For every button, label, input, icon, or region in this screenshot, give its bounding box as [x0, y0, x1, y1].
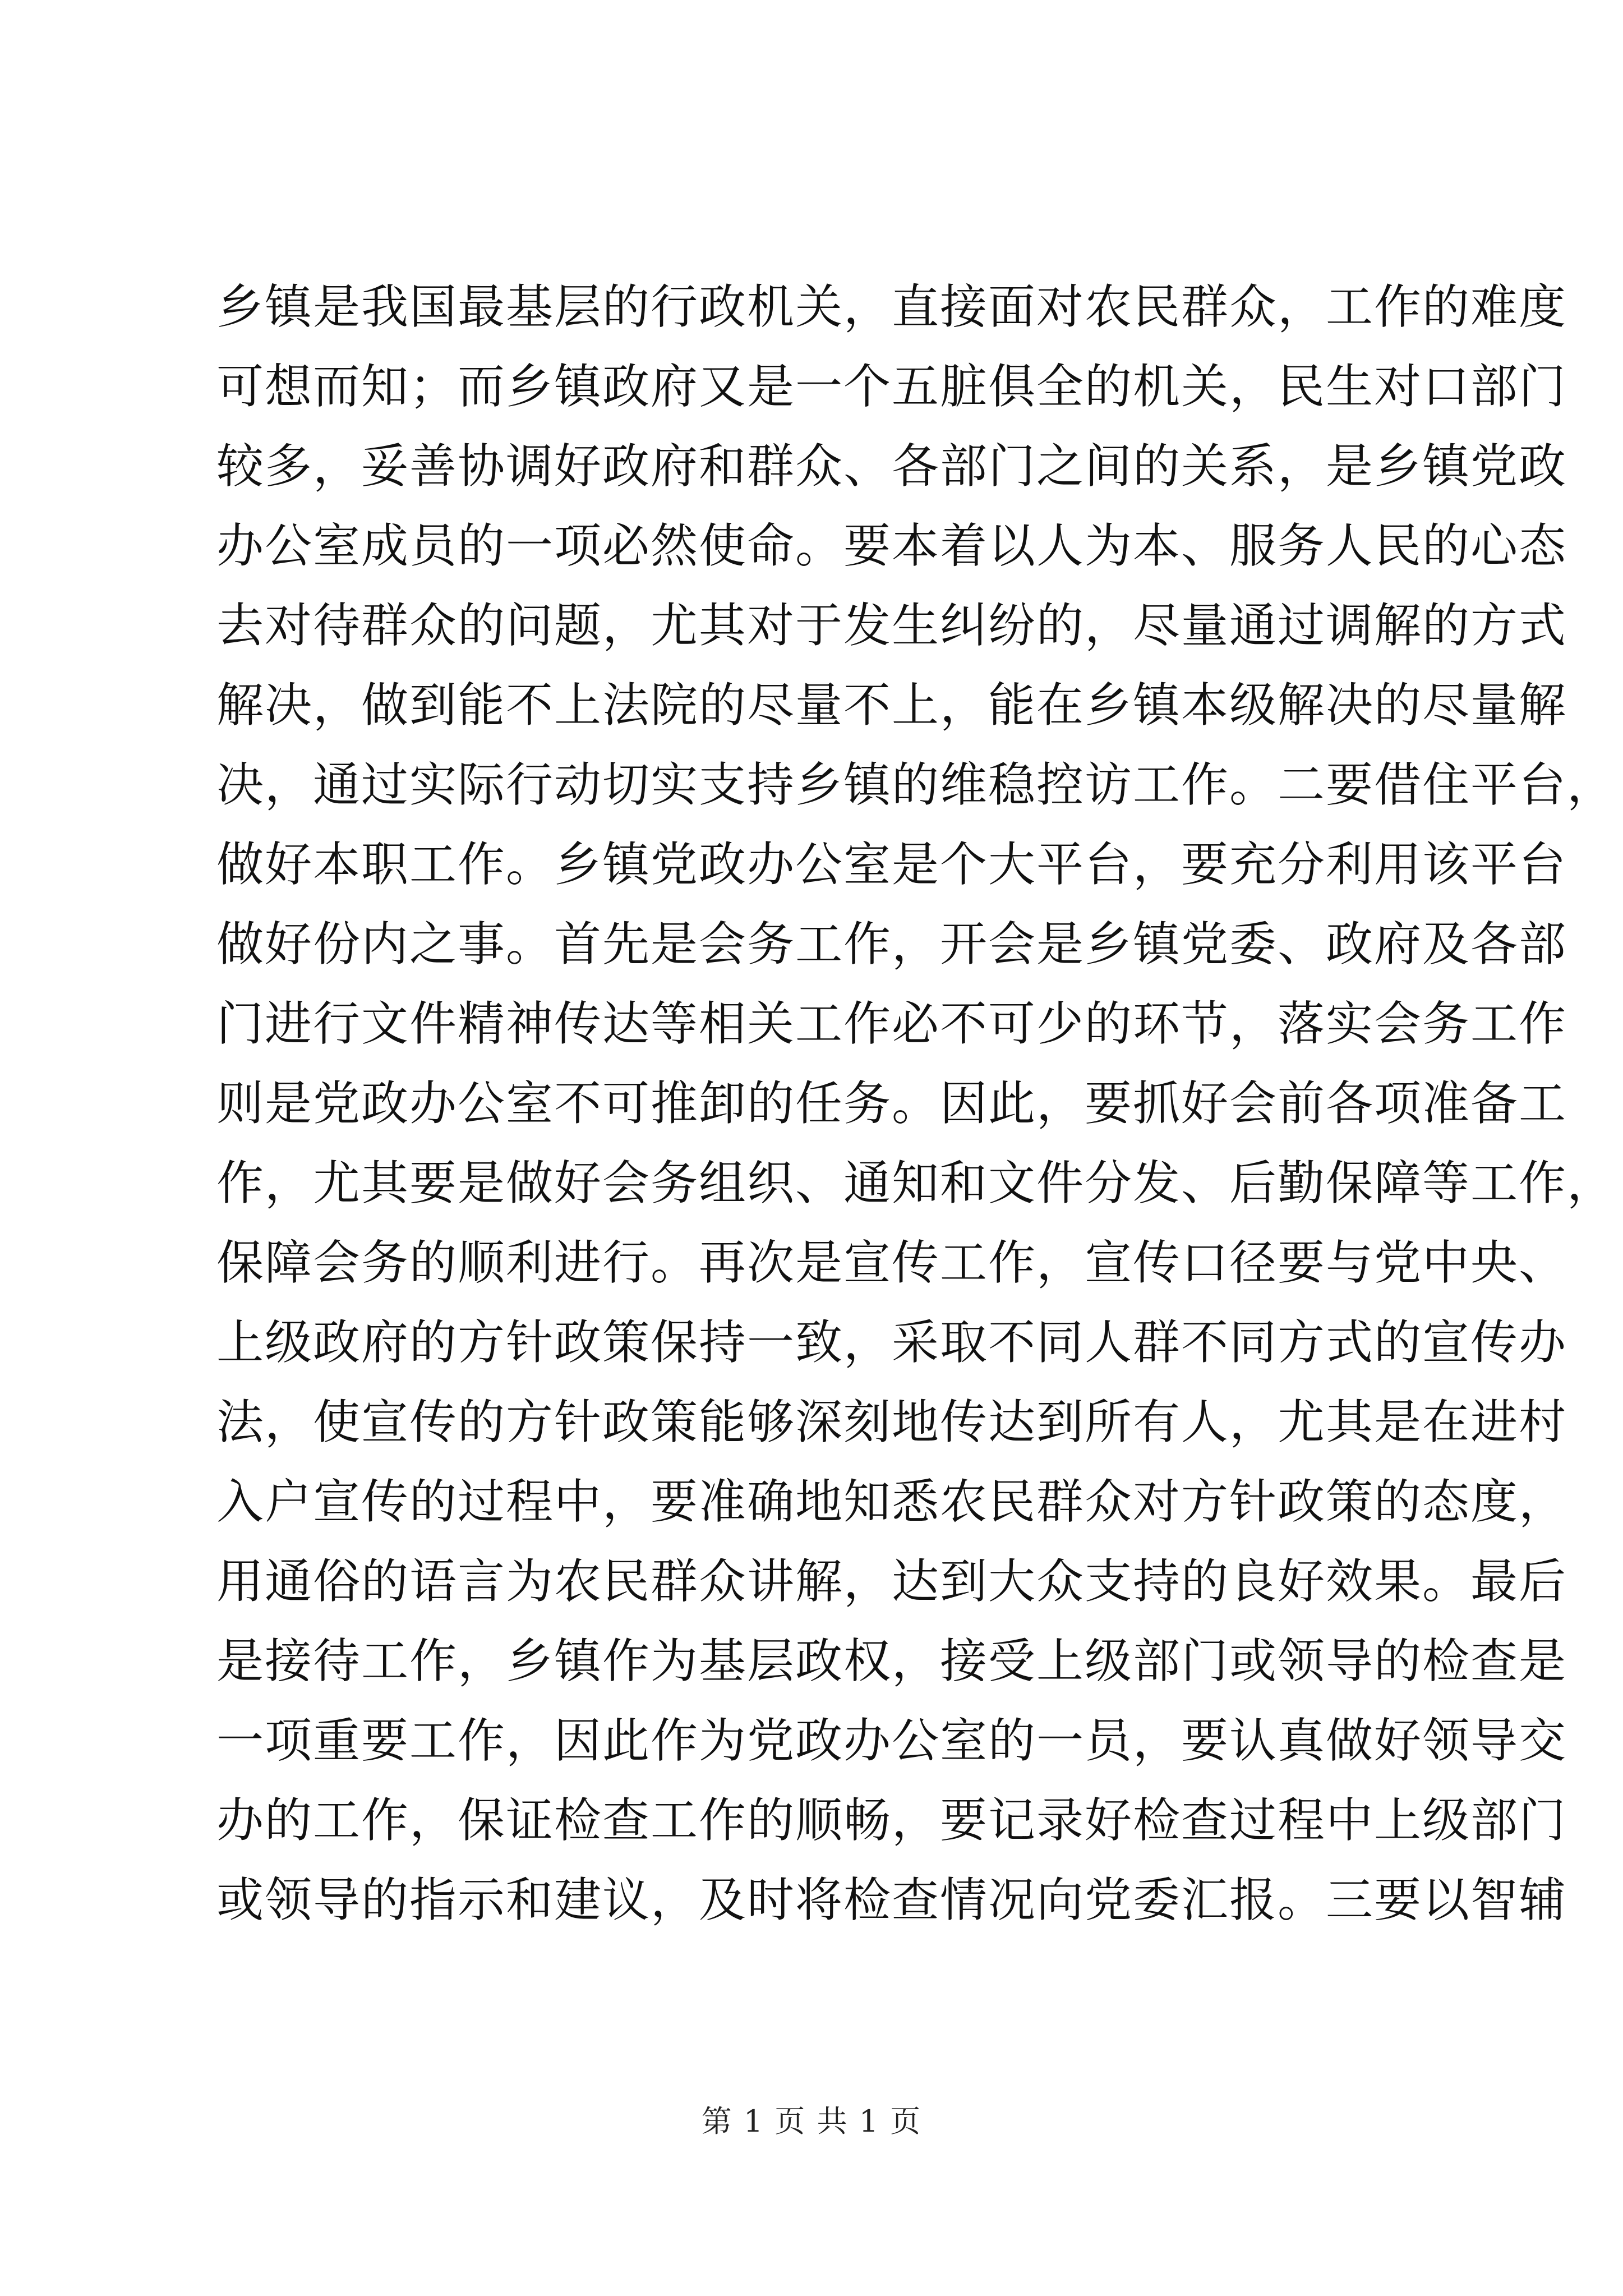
- text-line: 去对待群众的问题，尤其对于发生纠纷的，尽量通过调解的方式: [216, 598, 1567, 653]
- text-line: 可想而知；而乡镇政府又是一个五脏俱全的机关，民生对口部门: [216, 359, 1567, 414]
- page-number-label: 第 1 页 共 1 页: [701, 2104, 922, 2139]
- text-line: 做好本职工作。乡镇党政办公室是个大平台，要充分利用该平台: [216, 837, 1567, 892]
- text-line: 办公室成员的一项必然使命。要本着以人为本、服务人民的心态: [216, 518, 1567, 573]
- text-line: 则是党政办公室不可推卸的任务。因此，要抓好会前各项准备工: [216, 1076, 1567, 1131]
- text-line: 办的工作，保证检查工作的顺畅，要记录好检查过程中上级部门: [216, 1793, 1567, 1848]
- text-line: 上级政府的方针政策保持一致，采取不同人群不同方式的宣传办: [216, 1315, 1567, 1370]
- text-line: 门进行文件精神传达等相关工作必不可少的环节，落实会务工作: [216, 996, 1567, 1051]
- text-line: 入户宣传的过程中，要准确地知悉农民群众对方针政策的态度，: [216, 1474, 1567, 1529]
- text-line: 较多，妥善协调好政府和群众、各部门之间的关系，是乡镇党政: [216, 439, 1567, 494]
- page-footer: [0, 2099, 1623, 2144]
- body-text: [216, 267, 1616, 1940]
- text-line: 用通俗的语言为农民群众讲解，达到大众支持的良好效果。最后: [216, 1554, 1567, 1609]
- text-line: 作，尤其要是做好会务组织、通知和文件分发、后勤保障等工作，: [216, 1156, 1616, 1211]
- text-line: 或领导的指示和建议，及时将检查情况向党委汇报。三要以智辅: [216, 1872, 1567, 1927]
- text-line: 一项重要工作，因此作为党政办公室的一员，要认真做好领导交: [216, 1713, 1567, 1768]
- text-line: 法，使宣传的方针政策能够深刻地传达到所有人，尤其是在进村: [216, 1395, 1567, 1450]
- text-line: 解决，做到能不上法院的尽量不上，能在乡镇本级解决的尽量解: [216, 678, 1567, 733]
- text-line: 乡镇是我国最基层的行政机关，直接面对农民群众，工作的难度: [216, 279, 1567, 334]
- text-line: 决，通过实际行动切实支持乡镇的维稳控访工作。二要借住平台，: [216, 757, 1616, 812]
- text-line: 是接待工作，乡镇作为基层政权，接受上级部门或领导的检查是: [216, 1634, 1567, 1688]
- text-line: 保障会务的顺利进行。再次是宣传工作，宣传口径要与党中央、: [216, 1235, 1567, 1290]
- text-line: 做好份内之事。首先是会务工作，开会是乡镇党委、政府及各部: [216, 917, 1567, 972]
